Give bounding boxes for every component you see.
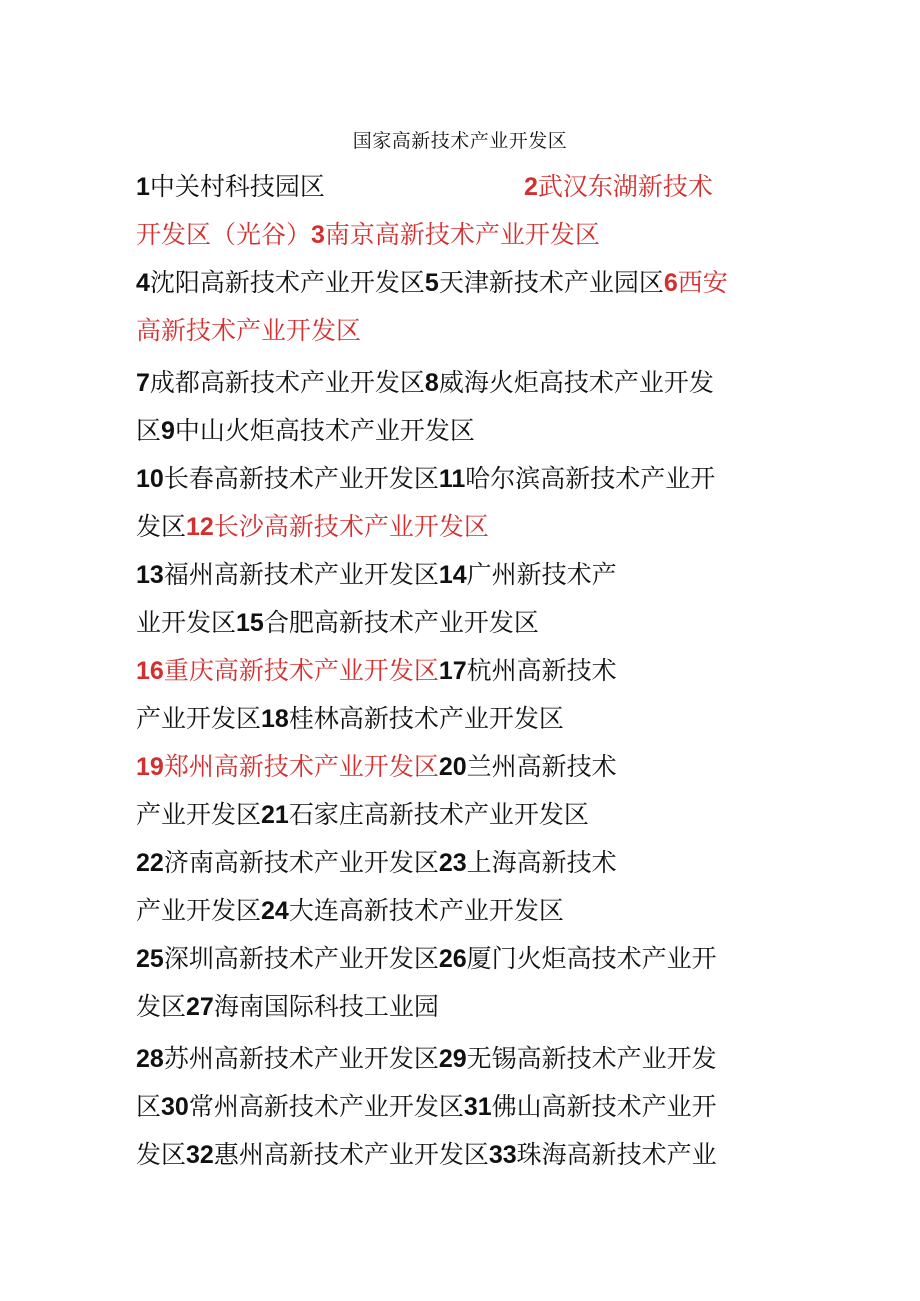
zone-entry [136,896,261,925]
zone-entry [136,368,425,397]
text-line [136,990,439,1024]
text-line [136,266,728,300]
zone-entry [136,316,361,345]
zone-number: 7 [136,369,150,397]
zone-number: 30 [161,1093,189,1121]
zone-name: 中山火炬高技术产业开发区 [174,416,475,445]
zone-entry [161,1092,464,1121]
zone-name: 南京高新技术产业开发区 [324,220,600,249]
page-title: 国家高新技术产业开发区 [352,130,568,152]
zone-entry [136,992,186,1021]
zone-name: 开发区（光谷） [136,220,312,249]
text-line [136,366,714,400]
zone-entry [664,268,728,297]
zone-entry [136,172,325,201]
zone-entry [136,416,161,445]
zone-entry [136,608,236,637]
zone-number: 33 [488,1141,517,1169]
text-line [136,846,617,880]
zone-number: 14 [438,561,467,589]
zone-entry [136,848,439,877]
zone-entry [186,1140,489,1169]
zone-entry [136,1044,439,1073]
zone-name: 高新技术产业开发区 [136,316,362,345]
zone-entry [311,220,600,249]
zone-name: 成都高新技术产业开发区 [149,368,425,397]
zone-entry [136,944,439,973]
text-line [136,750,617,784]
text-line [136,894,564,928]
zone-number: 28 [136,1045,164,1073]
zone-number: 23 [438,849,467,877]
zone-entry [439,944,717,973]
zone-name: 杭州高新技术 [466,656,617,685]
zone-number: 5 [424,269,439,297]
zone-number: 8 [424,369,439,397]
zone-entry [489,1140,717,1169]
zone-name: 兰州高新技术 [466,752,617,781]
zone-name: 西安 [677,268,728,297]
zone-entry [439,1044,717,1073]
zone-number: 27 [186,993,214,1021]
text-line [136,218,600,252]
zone-number: 10 [136,465,164,493]
zone-name: 珠海高新技术产业 [516,1140,717,1169]
zone-entry [136,704,261,733]
zone-name: 区 [136,416,162,445]
zone-entry [136,512,186,541]
zone-entry [439,752,617,781]
zone-entry [136,1140,186,1169]
zone-entry [439,848,617,877]
zone-name: 产业开发区 [136,704,262,733]
zone-number: 3 [311,221,325,249]
zone-name: 威海火炬高技术产业开发 [438,368,714,397]
zone-entry [439,560,617,589]
zone-name: 发区 [136,1140,187,1169]
zone-name: 哈尔滨高新技术产业开 [465,464,716,493]
zone-entry [136,1092,161,1121]
zone-name: 佛山高新技术产业开 [491,1092,717,1121]
zone-name: 上海高新技术 [466,848,617,877]
text-line [136,702,564,736]
text-line [136,1090,717,1124]
zone-number: 29 [438,1045,467,1073]
text-line [136,314,361,348]
zone-number: 22 [136,849,164,877]
text-line [136,1138,717,1172]
zone-name: 发区 [136,992,187,1021]
zone-entry [425,268,664,297]
zone-entry [136,752,439,781]
text-line [136,606,539,640]
zone-name: 桂林高新技术产业开发区 [288,704,564,733]
zone-number: 17 [438,657,467,685]
zone-number: 18 [261,705,289,733]
zone-number: 32 [186,1141,214,1169]
zone-name: 沈阳高新技术产业开发区 [149,268,425,297]
zone-name: 郑州高新技术产业开发区 [163,752,439,781]
zone-entry [425,368,714,397]
zone-number: 13 [136,561,164,589]
zone-entry [136,800,261,829]
zone-name: 石家庄高新技术产业开发区 [288,800,589,829]
text-line [136,414,475,448]
zone-number: 1 [136,173,150,201]
text-line [136,462,715,496]
zone-name: 惠州高新技术产业开发区 [213,1140,489,1169]
zone-name: 重庆高新技术产业开发区 [163,656,439,685]
zone-number: 20 [438,753,467,781]
zone-name: 深圳高新技术产业开发区 [163,944,439,973]
text-line [136,942,717,976]
zone-number: 19 [136,753,164,781]
zone-number: 2 [524,173,538,201]
text-line [136,510,489,544]
text-line [136,654,617,688]
zone-name: 济南高新技术产业开发区 [163,848,439,877]
zone-entry [186,992,439,1021]
zone-entry [439,656,617,685]
zone-number: 4 [136,269,150,297]
zone-name: 武汉东湖新技术 [537,172,713,201]
zone-name: 产业开发区 [136,896,262,925]
zone-name: 产业开发区 [136,800,262,829]
zone-name: 广州新技术产 [466,560,617,589]
zone-name: 天津新技术产业园区 [438,268,664,297]
zone-entry [464,1092,717,1121]
zone-entry [136,560,439,589]
zone-entry [161,416,475,445]
zone-name: 大连高新技术产业开发区 [288,896,564,925]
zone-name: 业开发区 [136,608,237,637]
zone-name: 区 [136,1092,162,1121]
zone-entry [261,896,564,925]
zone-name: 长沙高新技术产业开发区 [213,512,489,541]
zone-number: 16 [136,657,164,685]
zone-entry [524,172,713,201]
zone-entry [136,268,425,297]
text-line [136,170,325,204]
text-line [136,798,589,832]
zone-entry [236,608,539,637]
zone-entry [136,656,439,685]
zone-entry [439,464,715,493]
zone-name: 无锡高新技术产业开发 [466,1044,717,1073]
zone-entry [136,464,439,493]
zone-name: 常州高新技术产业开发区 [188,1092,464,1121]
zone-entry [186,512,489,541]
text-line [524,170,713,204]
zone-number: 12 [186,513,214,541]
zone-entry [261,800,589,829]
zone-number: 25 [136,945,164,973]
zone-name: 中关村科技园区 [149,172,325,201]
zone-number: 31 [463,1093,492,1121]
zone-name: 福州高新技术产业开发区 [163,560,439,589]
zone-entry [261,704,564,733]
zone-name: 长春高新技术产业开发区 [163,464,439,493]
zone-name: 合肥高新技术产业开发区 [263,608,539,637]
zone-name: 苏州高新技术产业开发区 [163,1044,439,1073]
text-line [136,558,617,592]
zone-name: 厦门火炬高技术产业开 [466,944,717,973]
zone-number: 9 [161,417,175,445]
zone-name: 发区 [136,512,187,541]
zone-number: 11 [438,465,466,493]
zone-number: 6 [663,269,678,297]
text-line [136,1042,717,1076]
zone-number: 15 [236,609,264,637]
zone-number: 26 [438,945,467,973]
zone-number: 24 [261,897,289,925]
zone-entry [136,220,311,249]
zone-number: 21 [261,801,289,829]
zone-name: 海南国际科技工业园 [213,992,439,1021]
